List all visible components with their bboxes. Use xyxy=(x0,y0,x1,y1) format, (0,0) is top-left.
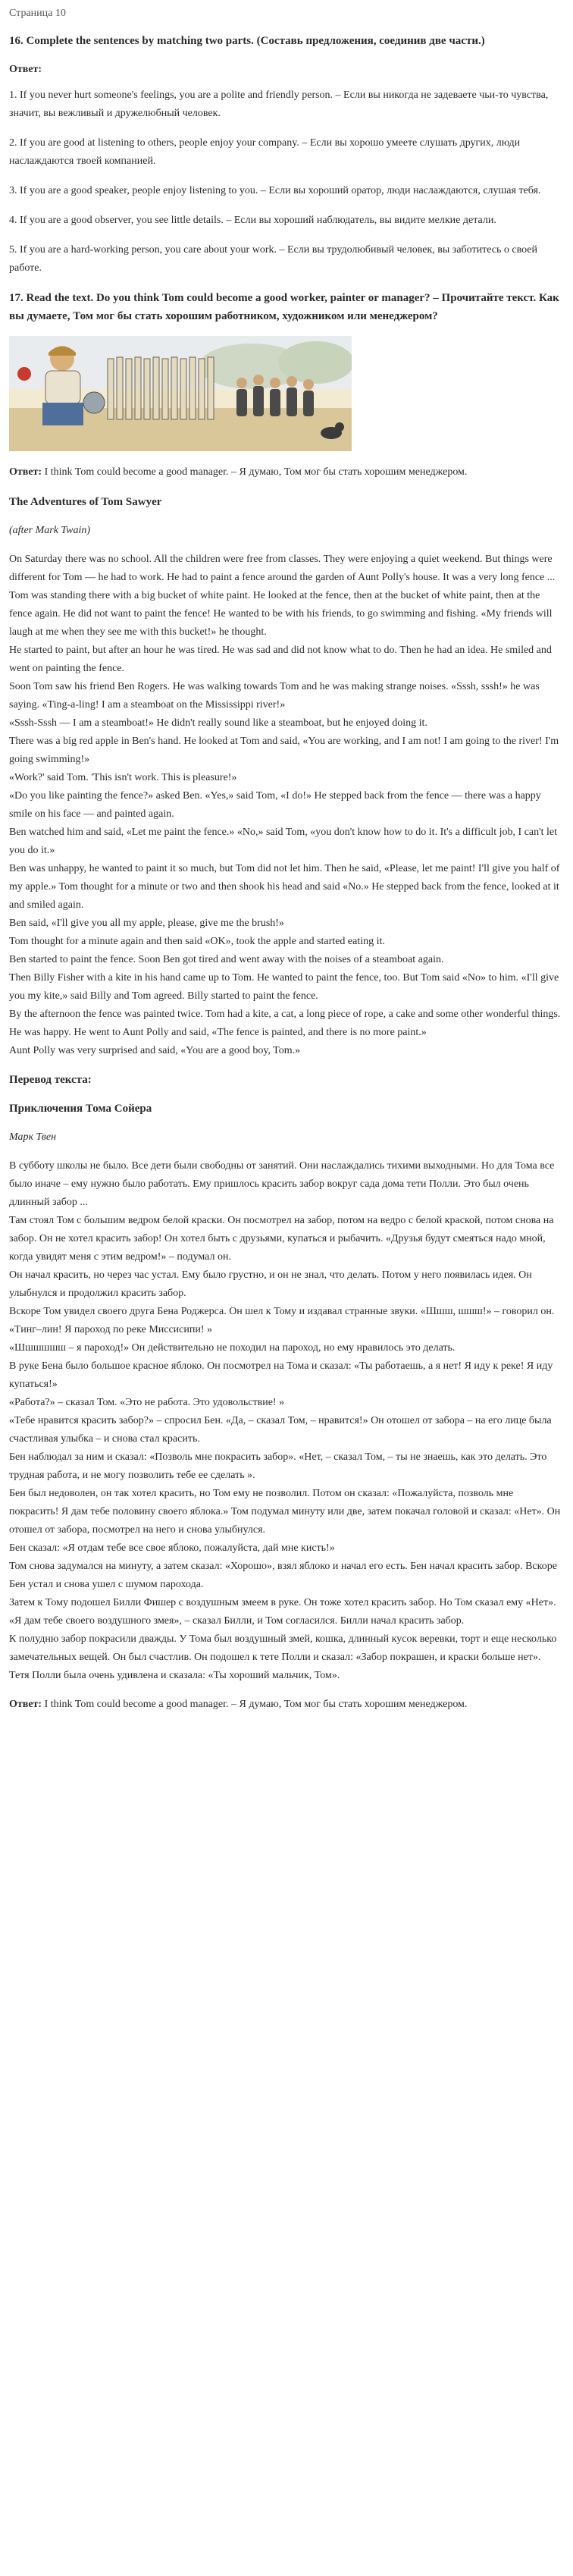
story-paragraph: Ben started to paint the fence. Soon Ben got tired and went away with the noises of a steamboat again. xyxy=(9,954,444,965)
story-paragraph: Tom was standing there with a big bucket of white paint. He looked at the fence, then at the bucket of white paint, then at the fence again. He did not want to paint the fence! He wanted to be with his friends, to go swimming and fishing. «My friends will laugh at me when they see me with this bucket!» he thought. xyxy=(9,590,553,638)
translation-paragraph: Том снова задумался на минуту, а затем сказал: «Хорошо», взял яблоко и начал его есть. Бен начал красить забор. Вскоре Бен устал и снова ушел с шумом парохода. xyxy=(9,1561,557,1590)
translation-paragraph: «Шшшшшш – я пароход!» Он действительно не походил на пароход, но ему нравилось это делать. xyxy=(9,1342,456,1354)
story-paragraph: By the afternoon the fence was painted twice. Tom had a kite, a cat, a long piece of rope, a cake and some other wonderful things. He was happy. He went to Aunt Polly and said, «The fence is painted, and there is no more paint.» xyxy=(9,1009,561,1038)
translation-paragraph: «Тебе нравится красить забор?» – спросил Бен. «Да, – сказал Том, – нравится!» Он отошел от забора – на его лице была счастливая улыбка – и снова стал красить. xyxy=(9,1415,552,1445)
task-17-title: 17. Read the text. Do you think Tom could become a good worker, painter or manager? – Прочитайте текст. Как вы думаете, Том мог бы стать хорошим работником, художником или менеджером? xyxy=(9,292,559,322)
translation-paragraph: В субботу школы не было. Все дети были свободны от занятий. Они наслаждались тихими выходными. Но для Тома все было иначе – ему нужно было работать. Ему пришлось красить забор вокруг сада дома тети Полли. Это был очень длинный забор ... xyxy=(9,1160,555,1208)
translation-paragraph: Бен был недоволен, он так хотел красить, но Том ему не позволил. Потом он сказал: «Пожалуйста, позволь мне покрасить! Я дам тебе половину своего яблока.» Том подумал минуту или две, затем покачал головой и сказал: «Нет». Он отошел от забора, посмотрел на него и снова улыбнулся. xyxy=(9,1488,561,1536)
story-paragraph: Tom thought for a minute again and then said «OK», took the apple and started eating it. xyxy=(9,936,385,947)
translation-paragraph: Вскоре Том увидел своего друга Бена Роджерса. Он шел к Тому и издавал странные звуки. «Шшш, шшш!» – говорил он. «Тинг–лин! Я пароход по реке Миссисипи! » xyxy=(9,1306,555,1335)
page-number-label: Страница 10 xyxy=(9,8,66,19)
translation-text xyxy=(9,1157,564,1685)
task-16-items xyxy=(9,86,564,278)
story-paragraph: «Work?' said Tom. 'This isn't work. This is pleasure!» xyxy=(9,772,237,783)
task-17-answer xyxy=(9,463,564,482)
final-answer xyxy=(9,1696,564,1714)
task-16-item: 2. If you are good at listening to others, people enjoy your company. – Если вы хорошо умеете слушать других, люди наслаждаются твоей компанией. xyxy=(9,137,521,167)
task-16-item: 1. If you never hurt someone's feelings, you are a polite and friendly person. – Если вы никогда не задеваете чьи-то чувства, значит, вы вежливый и дружелюбный человек. xyxy=(9,89,549,119)
story-paragraph: Aunt Polly was very surprised and said, «You are a good boy, Tom.» xyxy=(9,1045,301,1056)
task-16-item: 3. If you are a good speaker, people enjoy listening to you. – Если вы хороший оратор, люди наслаждаются, слушая тебя. xyxy=(9,185,541,196)
story-paragraph: «Sssh-Sssh — I am a steamboat!» He didn't really sound like a steamboat, but he enjoyed doing it. xyxy=(9,717,427,729)
translation-paragraph: «Работа?» – сказал Том. «Это не работа. Это удовольствие! » xyxy=(9,1397,285,1408)
translation-paragraph: Бен сказал: «Я отдам тебе все свое яблоко, пожалуйста, дай мне кисть!» xyxy=(9,1542,335,1554)
task-17-answer-text: I think Tom could become a good manager. – Я думаю, Том мог бы стать хорошим менеджером. xyxy=(42,466,468,478)
translation-paragraph: Там стоял Том с большим ведром белой краски. Он посмотрел на забор, потом на ведро с белой краской, потом снова на забор. Он не хотел красить забор! Он хотел быть с друзьями, купаться и рыбачить. «Друзья будут смеяться надо мной, когда увидят меня с этим ведром!» – подумал он. xyxy=(9,1215,554,1263)
story-paragraph: On Saturday there was no school. All the children were free from classes. They were enjoying a quiet weekend. But things were different for Tom — he had to work. He had to paint a fence around the garden of Aunt Polly's house. It was a very long fence ... xyxy=(9,554,556,583)
story-paragraph: Soon Tom saw his friend Ben Rogers. He was walking towards Tom and he was making strange noises. «Sssh, sssh!» he was saying. «Ting-a-ling! I am a steamboat on the Mississippi river!» xyxy=(9,681,540,711)
story-paragraph: «Do you like painting the fence?» asked Ben. «Yes,» said Tom, «I do!» He stepped back from the fence — there was a happy smile on his face — and painted again. xyxy=(9,790,541,820)
final-answer-label: Ответ: xyxy=(9,1699,42,1710)
story-paragraph: Ben watched him and said, «Let me paint the fence.» «No,» said Tom, «you don't know how to do it. It's a difficult job, I can't let you do it.» xyxy=(9,827,558,856)
task-16-item: 5. If you are a hard-working person, you care about your work. – Если вы трудолюбивый человек, вы заботитесь о своей работе. xyxy=(9,244,537,274)
translation-author: Марк Твен xyxy=(9,1131,57,1143)
translation-paragraph: Затем к Тому подошел Билли Фишер с воздушным змеем в руке. Он тоже хотел красить забор. Но Том сказал ему «Нет». «Я дам тебе своего воздушного змея», – сказал Билли, и Том согласился. Билли начал красить забор. xyxy=(9,1597,556,1627)
task-17-answer-label: Ответ: xyxy=(9,466,42,478)
translation-paragraph: Бен наблюдал за ним и сказал: «Позволь мне покрасить забор». «Нет, – сказал Том, – ты не знаешь, как это делать. Это трудная работа, и не могу позволить тебе ее сделать ». xyxy=(9,1451,547,1481)
tom-sawyer-fence-illustration xyxy=(9,336,352,451)
story-title: The Adventures of Tom Sawyer xyxy=(9,496,162,508)
translation-paragraph: В руке Бена было большое красное яблоко. Он посмотрел на Тома и сказал: «Ты работаешь, а я нет! Я иду к реке! Я иду купаться!» xyxy=(9,1360,553,1390)
translation-paragraph: Тетя Полли была очень удивлена и сказала: «Ты хороший мальчик, Том». xyxy=(9,1670,340,1681)
story-paragraph: He started to paint, but after an hour he was tired. He was sad and did not know what to do. Then he had an idea. He smiled and went on painting the fence. xyxy=(9,645,552,674)
task-16-item: 4. If you are a good observer, you see little details. – Если вы хороший наблюдатель, вы видите мелкие детали. xyxy=(9,215,496,226)
story-text xyxy=(9,551,564,1060)
final-answer-text: I think Tom could become a good manager. – Я думаю, Том мог бы стать хорошим менеджером. xyxy=(42,1699,468,1710)
story-paragraph: Ben said, «I'll give you all my apple, please, give me the brush!» xyxy=(9,918,284,929)
story-paragraph: Ben was unhappy, he wanted to paint it so much, but Tom did not let him. Then he said, «Please, let me paint! I'll give you half of my apple.» Tom thought for a minute or two and then shook his head and said «No.» He stepped back from the fence, looked at it and smiled again. xyxy=(9,863,560,911)
story-author: (after Mark Twain) xyxy=(9,525,91,536)
story-paragraph: There was a big red apple in Ben's hand. He looked at Tom and said, «You are working, and I am not! I am going to the river! I'm going swimming!» xyxy=(9,736,559,765)
translation-title: Приключения Тома Сойера xyxy=(9,1103,152,1115)
translation-paragraph: К полудню забор покрасили дважды. У Тома был воздушный змей, кошка, длинный кусок веревки, торт и еще несколько замечательных вещей. Он был счастлив. Он подошел к тете Полли и сказал: «Забор покрашен, и краски больше нет». xyxy=(9,1633,557,1663)
translation-label: Перевод текста: xyxy=(9,1074,92,1086)
task-16-answer-label: Ответ: xyxy=(9,64,42,75)
task-16-title: 16. Complete the sentences by matching two parts. (Составь предложения, соединив две части.) xyxy=(9,35,485,47)
story-paragraph: Then Billy Fisher with a kite in his hand came up to Tom. He wanted to paint the fence, too. But Tom said «No» to him. «I'll give you my kite,» said Billy and Tom agreed. Billy started to paint the fence. xyxy=(9,972,559,1002)
translation-paragraph: Он начал красить, но через час устал. Ему было грустно, и он не знал, что делать. Потом у него появилась идея. Он улыбнулся и продолжил красить забор. xyxy=(9,1269,532,1299)
